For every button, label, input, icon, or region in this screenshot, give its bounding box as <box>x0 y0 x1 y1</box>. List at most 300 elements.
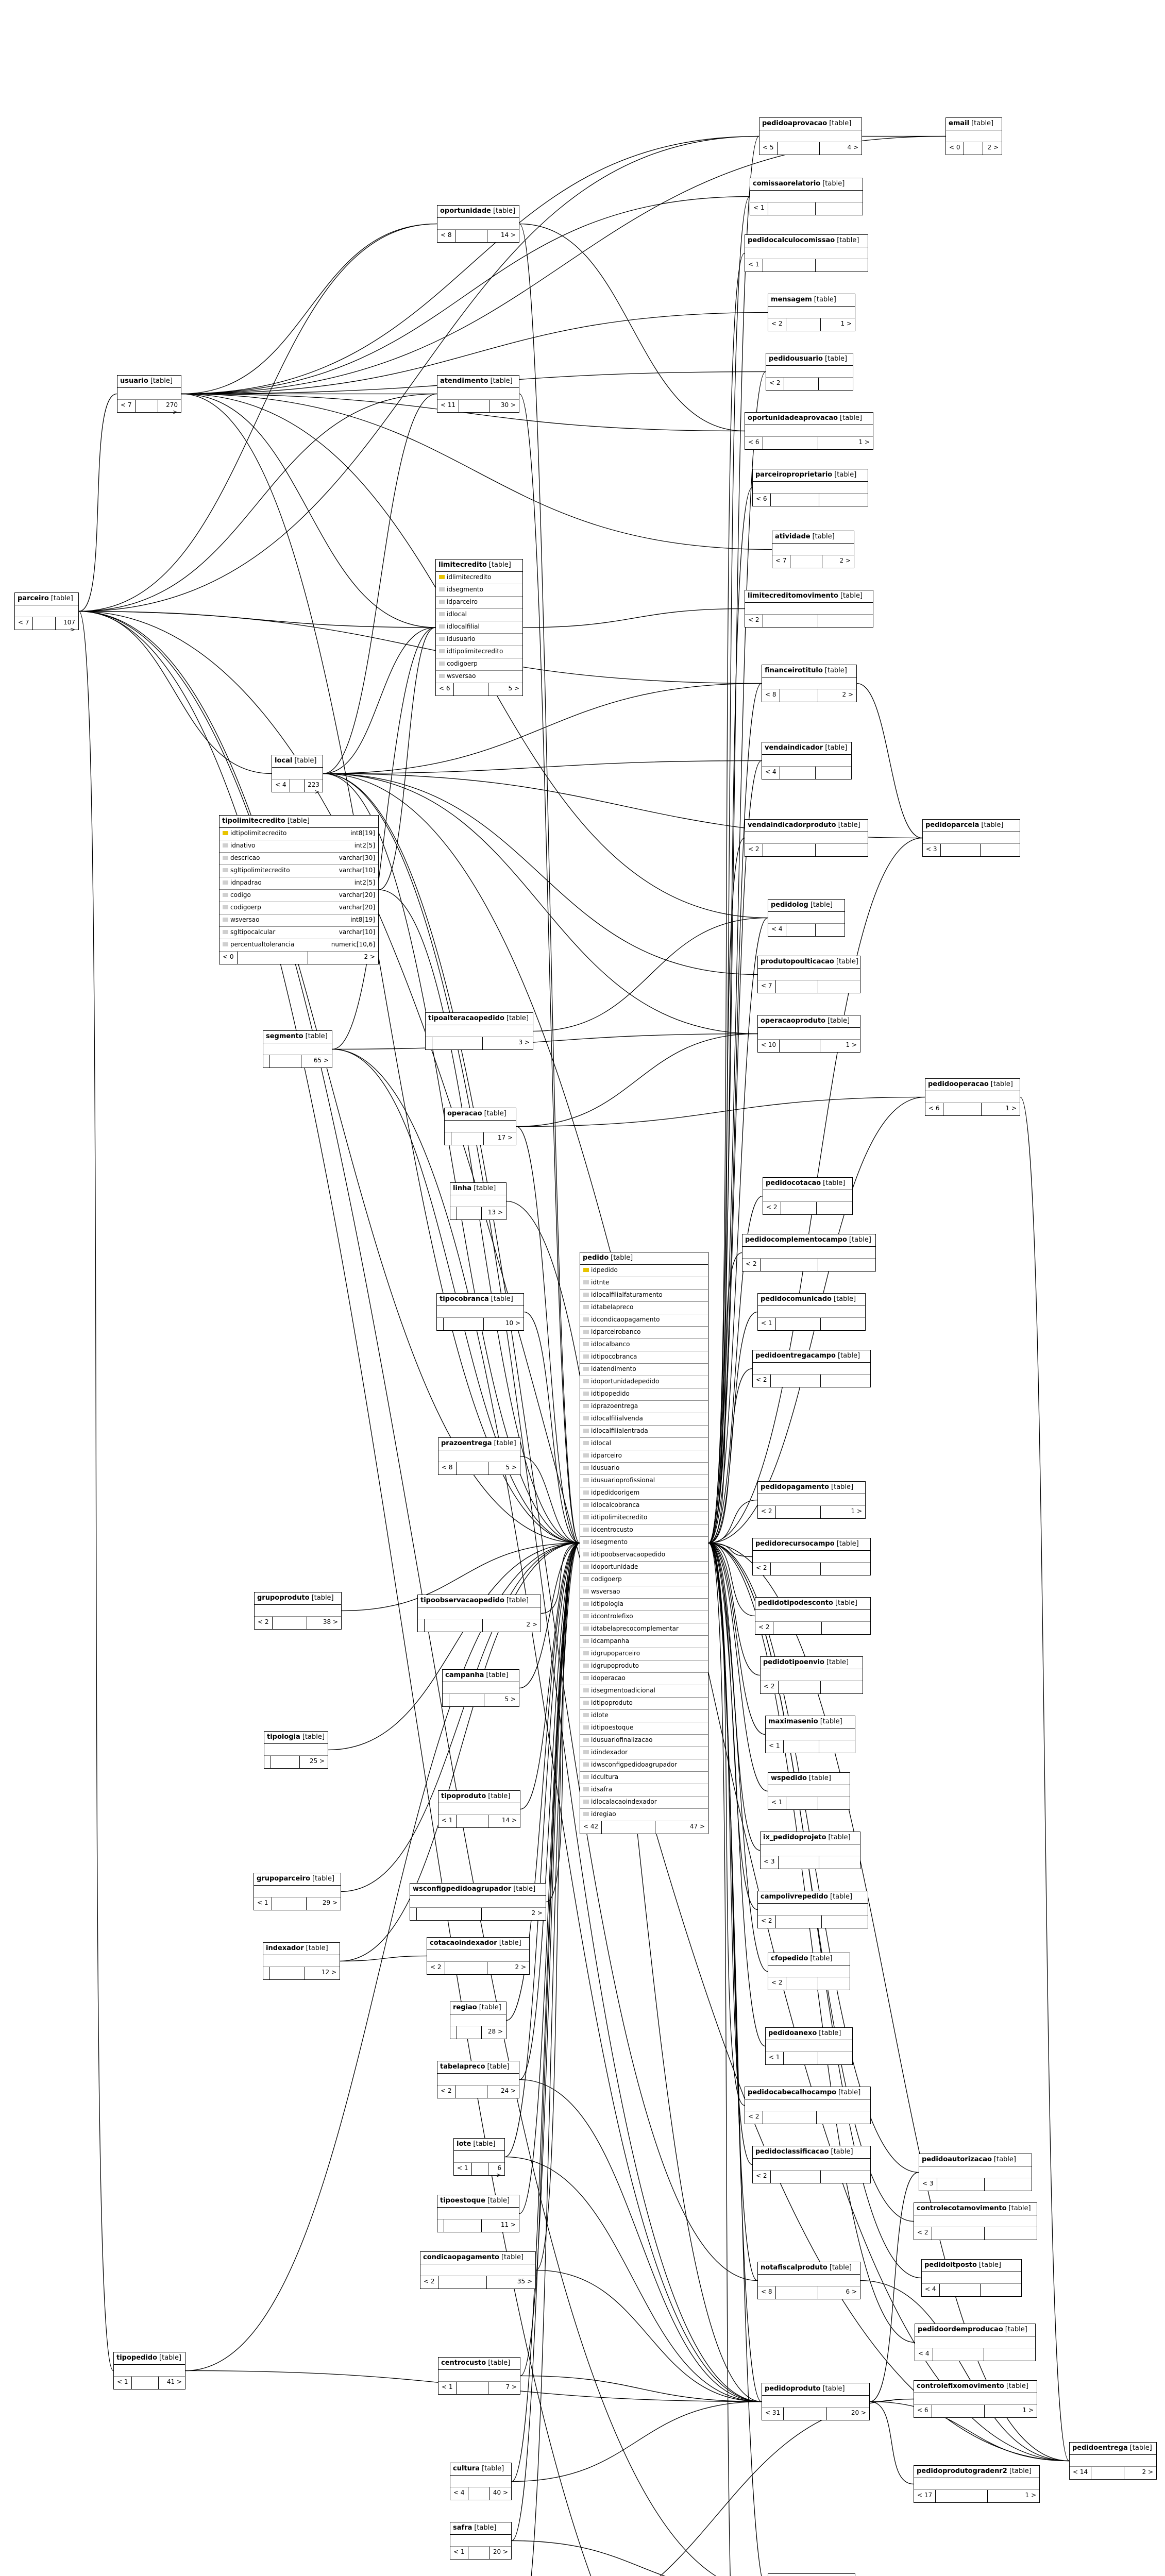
table-name: segmento <box>266 1032 303 1040</box>
child-count: 2 > <box>842 691 854 698</box>
table-tipocobranca[interactable] <box>436 1293 524 1331</box>
table-tipopedido[interactable] <box>113 2352 185 2389</box>
column-name: idtipoestoque <box>591 1724 634 1731</box>
parent-count: < 1 <box>766 1740 784 1753</box>
table-name: usuario <box>120 377 148 385</box>
table-empty-row <box>753 482 868 494</box>
footer-cell <box>33 617 56 630</box>
table-header <box>923 820 1020 832</box>
table-controlecotamovimento[interactable] <box>914 2202 1037 2240</box>
parent-count <box>426 1037 432 1049</box>
relationship-edge <box>523 609 745 628</box>
child-count: 6 > <box>846 2288 857 2295</box>
table-header <box>438 1438 520 1450</box>
table-tipoestoque[interactable] <box>437 2195 519 2232</box>
foreign-key-icon <box>583 1379 589 1383</box>
table-atividade[interactable] <box>772 531 854 568</box>
relationship-edge <box>79 612 113 2371</box>
table-oportunidadeaprovacao[interactable] <box>745 412 873 450</box>
child-count: 1 > <box>846 1041 857 1048</box>
table-header <box>445 1108 516 1121</box>
primary-key-icon <box>583 1268 589 1272</box>
table-kind-label: [table] <box>831 1483 854 1491</box>
table-name: pedidoanexo <box>768 2029 817 2037</box>
column-name: idtipopedido <box>591 1390 630 1397</box>
table-pedidolog[interactable] <box>768 899 845 937</box>
table-footer <box>438 1462 520 1475</box>
table-name: oportunidade <box>440 207 491 215</box>
child-count: 13 > <box>487 1209 503 1216</box>
table-name: tipoobservacaopedido <box>420 1597 504 1604</box>
table-name: tipolimitecredito <box>222 817 285 825</box>
relationship-edge <box>708 918 768 1544</box>
table-email[interactable] <box>945 117 1002 155</box>
table-regiao[interactable] <box>450 2002 506 2039</box>
table-pedidooperacao[interactable] <box>925 1078 1020 1116</box>
foreign-key-icon <box>583 1651 589 1655</box>
table-header <box>437 1294 524 1306</box>
table-centrocusto[interactable] <box>438 2357 520 2395</box>
table-header <box>438 1791 520 1803</box>
column-name: idoportunidadepedido <box>591 1378 660 1385</box>
footer-cell <box>763 437 818 449</box>
table-pedidoproduto[interactable] <box>762 2383 870 2420</box>
column-name: idnpadrao <box>230 879 262 886</box>
footer-cell <box>472 2163 488 2175</box>
parent-count <box>450 1207 457 1219</box>
foreign-key-icon <box>439 649 445 653</box>
table-pedidousuario[interactable] <box>766 353 853 391</box>
child-count: 1 > <box>1025 2492 1037 2499</box>
column-row <box>580 1339 708 1351</box>
parent-count: < 10 <box>758 1040 780 1052</box>
table-kind-label: [table] <box>826 1658 849 1666</box>
column-name: idoportunidade <box>591 1563 638 1570</box>
child-count <box>816 259 868 272</box>
footer-cell <box>417 1908 482 1920</box>
table-header <box>768 1953 850 1965</box>
table-empty-row <box>925 1091 1020 1103</box>
parent-count: < 1 <box>114 2377 132 2389</box>
table-kind-label: [table] <box>825 744 848 752</box>
table-comissaorelatorio[interactable] <box>750 178 863 215</box>
parent-count: < 4 <box>768 924 786 936</box>
column-name: idgrupoproduto <box>591 1662 639 1669</box>
column-name: codigo <box>230 891 251 899</box>
table-pedidoordemproducao[interactable] <box>915 2324 1036 2361</box>
foreign-key-icon <box>583 1280 589 1284</box>
table-empty-row <box>117 388 181 400</box>
column-row <box>580 1710 708 1722</box>
parent-count: < 2 <box>745 2111 763 2124</box>
table-pedidoentrega[interactable] <box>1069 2442 1157 2480</box>
relationship-edge <box>708 761 762 1544</box>
table-condicaopagamento[interactable] <box>420 2251 536 2289</box>
column-name: idoperacao <box>591 1674 626 1682</box>
table-local[interactable] <box>272 755 323 795</box>
column-name: wsversao <box>447 672 476 680</box>
table-footer <box>450 1207 506 1219</box>
child-count: 1 > <box>1005 1105 1017 1112</box>
child-count: 1 > <box>1022 2406 1034 2414</box>
table-tipoalteracaopedido[interactable] <box>425 1012 533 1050</box>
table-name: grupoproduto <box>257 1594 310 1602</box>
parent-count: < 2 <box>427 1962 445 1974</box>
column-type: numeric[10,6] <box>331 941 375 948</box>
child-count: 41 > <box>166 2378 182 2385</box>
column-type: varchar[10] <box>339 867 375 874</box>
column-row <box>580 1426 708 1438</box>
table-name: safra <box>453 2524 472 2532</box>
table-name: pedidotipodesconto <box>758 1599 833 1607</box>
child-count: 40 > <box>493 2489 509 2496</box>
child-count: 2 > <box>515 1963 527 1971</box>
column-name: idsegmento <box>447 586 483 593</box>
child-count <box>817 2111 870 2124</box>
table-pedidopagamento[interactable] <box>757 1481 866 1519</box>
table-header <box>745 413 873 425</box>
table-limitecredito[interactable] <box>435 559 523 696</box>
table-lote[interactable] <box>453 2138 505 2179</box>
table-kind-label: [table] <box>506 1014 529 1022</box>
table-cotacaoindexador[interactable] <box>427 1937 530 1975</box>
table-tipoproduto[interactable] <box>438 1790 520 1828</box>
foreign-key-icon <box>583 1577 589 1581</box>
column-name: idatendimento <box>591 1365 636 1372</box>
table-name: pedidooperacao <box>928 1080 989 1088</box>
footer-cell <box>780 767 816 779</box>
table-name: tipoproduto <box>441 1792 486 1800</box>
column-type: int2[5] <box>354 842 375 849</box>
table-kind-label: [table] <box>50 595 73 602</box>
child-count: 1 > <box>851 1507 863 1515</box>
table-kind-label: [table] <box>305 1032 328 1040</box>
table-header <box>450 2463 511 2476</box>
column-name: idtabelaprecocomplementar <box>591 1625 679 1632</box>
table-parceiroproprietario[interactable] <box>752 469 868 506</box>
table-header <box>437 376 519 388</box>
column-row <box>220 902 378 914</box>
table-header <box>427 1938 529 1950</box>
table-controlefixomovimento[interactable] <box>914 2380 1037 2418</box>
table-oportunidade[interactable] <box>437 205 519 243</box>
table-wsgpedido[interactable] <box>768 2573 855 2576</box>
table-footer <box>772 555 854 568</box>
table-name: limitecreditomovimento <box>748 592 838 600</box>
child-count: 20 > <box>493 2548 509 2555</box>
table-header <box>768 294 855 307</box>
parent-count: < 11 <box>437 400 459 412</box>
table-kind-label: [table] <box>824 667 847 674</box>
foreign-key-icon <box>583 1750 589 1754</box>
foreign-key-icon <box>583 1478 589 1482</box>
table-vendaindicador[interactable] <box>762 742 852 779</box>
child-count: 5 > <box>504 1696 516 1703</box>
relationship-edge <box>323 394 437 774</box>
table-safra[interactable] <box>450 2522 512 2560</box>
table-pedidoautorizacao[interactable] <box>919 2154 1032 2191</box>
relationship-edge <box>520 2399 914 2576</box>
column-name: codigoerp <box>447 660 478 667</box>
table-header <box>914 2203 1037 2215</box>
table-wsconfigpedidoagrupador[interactable] <box>410 1883 546 1921</box>
relationship-edge <box>79 224 437 612</box>
foreign-key-icon <box>583 1528 589 1532</box>
column-name: idparceiro <box>447 598 478 605</box>
child-count: 2 > <box>364 953 376 960</box>
table-footer <box>742 1259 875 1271</box>
footer-cell <box>763 844 816 856</box>
table-tipoobservacaopedido[interactable] <box>417 1595 541 1632</box>
column-name: idindexador <box>591 1749 628 1756</box>
table-header <box>762 742 851 755</box>
relationship-edge <box>860 2281 1069 2461</box>
foreign-key-icon <box>583 1416 589 1420</box>
table-footer <box>914 2490 1039 2502</box>
column-row <box>220 828 378 840</box>
table-kind-label: [table] <box>1008 2205 1031 2212</box>
table-grupoproduto[interactable] <box>254 1592 342 1630</box>
table-vendaindicadorproduto[interactable] <box>745 819 868 857</box>
parent-count: < 2 <box>768 318 786 331</box>
table-kind-label: [table] <box>834 471 857 479</box>
table-cfopedido[interactable] <box>768 1953 850 1990</box>
table-operacaoproduto[interactable] <box>757 1015 860 1053</box>
table-pedidoentregacampo[interactable] <box>752 1350 871 1387</box>
child-count <box>985 2227 1037 2240</box>
table-pedidocabecalhocampo[interactable] <box>745 2087 871 2124</box>
child-count <box>985 2178 1032 2191</box>
table-kind-label: [table] <box>499 1939 521 1947</box>
table-header <box>745 235 868 247</box>
table-empty-row <box>762 677 856 689</box>
table-pedidoprojeto[interactable] <box>760 1832 860 1869</box>
table-name: pedidousuario <box>769 355 823 363</box>
table-kind-label: [table] <box>810 1955 833 1962</box>
table-usuario[interactable] <box>117 375 181 416</box>
table-empty-row <box>443 1682 519 1694</box>
parent-count: < 2 <box>758 1506 776 1518</box>
column-name: idparceirobanco <box>591 1328 641 1335</box>
table-footer <box>758 1318 865 1330</box>
table-footer <box>745 844 868 856</box>
column-name: idgrupoparceiro <box>591 1650 640 1657</box>
table-empty-row <box>758 969 860 980</box>
table-mastesaonio[interactable] <box>765 1716 855 1753</box>
table-footer <box>437 400 519 412</box>
footer-cell <box>779 1681 821 1693</box>
parent-count: < 3 <box>919 2178 937 2191</box>
table-empty-row <box>768 1785 850 1797</box>
table-mensagem[interactable] <box>768 294 855 331</box>
table-cultura[interactable] <box>450 2463 512 2500</box>
child-count <box>816 924 845 936</box>
table-pedidoparcela[interactable] <box>922 819 1020 857</box>
table-pedidocalculocomissao[interactable] <box>745 234 868 272</box>
child-count <box>819 378 853 390</box>
column-type: varchar[30] <box>339 854 375 861</box>
child-count: 2 > <box>987 144 999 151</box>
table-header <box>426 1013 533 1025</box>
footer-cell <box>457 2026 482 2039</box>
table-name: campolivrepedido <box>761 1893 828 1901</box>
column-name: idlocalbanco <box>591 1341 630 1348</box>
table-pedidoitposto[interactable] <box>921 2259 1022 2297</box>
parent-count: < 2 <box>753 1375 771 1387</box>
column-name: idcultura <box>591 1773 619 1781</box>
footer-cell <box>776 1318 821 1330</box>
column-row <box>580 1698 708 1710</box>
table-kind-label: [table] <box>287 817 310 825</box>
table-linha[interactable] <box>450 1182 506 1220</box>
column-name: wsversao <box>591 1588 620 1595</box>
table-pedidorecursocampo[interactable] <box>752 1538 871 1575</box>
table-footer <box>946 142 1002 155</box>
table-notafiscalproduto[interactable] <box>757 2262 860 2299</box>
table-kind-label: [table] <box>829 2264 852 2272</box>
column-row <box>436 671 522 683</box>
table-footer <box>762 689 856 702</box>
child-count: 28 > <box>487 2028 503 2035</box>
relationship-edge <box>181 137 759 394</box>
table-header <box>753 1350 870 1363</box>
table-tipolimitecredito[interactable] <box>219 815 379 964</box>
table-limitecreditomovimento[interactable] <box>745 590 873 628</box>
table-empty-row <box>753 1551 870 1563</box>
parent-count <box>437 2219 444 2232</box>
table-empty-row <box>745 603 873 615</box>
child-count <box>816 202 863 215</box>
footer-cell <box>444 2219 482 2232</box>
table-header <box>272 755 323 768</box>
table-tipologia[interactable] <box>264 1731 328 1769</box>
footer-cell <box>964 142 983 155</box>
table-footer <box>450 2026 506 2039</box>
table-header <box>745 2087 870 2099</box>
parent-count: < 0 <box>946 142 964 155</box>
parent-count: < 7 <box>772 555 790 568</box>
table-kind-label: [table] <box>831 2148 853 2156</box>
column-row <box>580 1277 708 1290</box>
table-produtopoulticacao[interactable] <box>757 956 860 993</box>
column-type: int8[19] <box>350 829 375 837</box>
foreign-key-icon <box>223 880 228 885</box>
table-empty-row <box>255 1605 341 1617</box>
child-count <box>821 2171 870 2183</box>
table-kind-label: [table] <box>474 2524 497 2532</box>
column-name: idwsconfigpedidoagrupador <box>591 1761 678 1768</box>
table-footer <box>450 2487 511 2500</box>
foreign-key-icon <box>223 843 228 848</box>
column-name: idparceiro <box>591 1452 622 1459</box>
column-row <box>580 1599 708 1611</box>
column-row <box>436 609 522 621</box>
table-empty-row <box>762 755 851 767</box>
foreign-key-icon <box>583 1676 589 1680</box>
column-row <box>580 1475 708 1487</box>
table-prazoentrega[interactable] <box>438 1437 520 1475</box>
table-empty-row <box>445 1121 516 1132</box>
column-row <box>580 1660 708 1673</box>
table-pedidoprodutogradenr2[interactable] <box>914 2465 1040 2503</box>
table-atendimento[interactable] <box>437 375 519 413</box>
footer-cell <box>790 555 822 568</box>
table-pedidotipodesconto[interactable] <box>755 1597 871 1635</box>
table-pedido[interactable] <box>580 1252 708 1834</box>
column-row <box>436 646 522 658</box>
column-row <box>580 1388 708 1401</box>
table-pedidocomunicado[interactable] <box>757 1293 866 1331</box>
child-count: 24 > <box>500 2087 516 2094</box>
footer-cell <box>786 1797 818 1809</box>
table-tabelapreco[interactable] <box>437 2061 519 2098</box>
table-header <box>264 1732 328 1744</box>
table-name: indexador <box>266 1944 304 1952</box>
table-wspedido[interactable] <box>768 1772 850 1810</box>
table-pedidoclassificacao[interactable] <box>752 2146 871 2183</box>
relationship-edge <box>708 1500 757 1544</box>
table-pedidocomplementocampo[interactable] <box>742 1234 876 1272</box>
parent-count <box>263 1055 270 1067</box>
table-name: pedidoparcela <box>925 821 980 829</box>
table-grupoparceiro[interactable] <box>254 1873 341 1910</box>
parent-count: < 2 <box>768 1977 786 1990</box>
table-indexador[interactable] <box>263 1942 340 1980</box>
parent-count: < 6 <box>914 2405 932 2417</box>
table-campanha[interactable] <box>442 1669 519 1707</box>
table-pedidocotacao[interactable] <box>763 1177 853 1215</box>
child-count: 107 > <box>63 619 76 633</box>
column-row <box>580 1586 708 1599</box>
column-row <box>580 1673 708 1685</box>
table-name: campanha <box>445 1671 484 1679</box>
relationship-edge <box>79 612 272 774</box>
table-pedidoaprovacao[interactable] <box>759 117 862 155</box>
column-row <box>580 1290 708 1302</box>
column-row <box>220 840 378 853</box>
column-row <box>580 1648 708 1660</box>
table-header <box>758 1891 868 1904</box>
table-name: pedidocomplementocampo <box>745 1236 847 1244</box>
column-name: idusuariofinalizacao <box>591 1736 653 1743</box>
parent-count: < 1 <box>254 1897 272 1910</box>
table-campolivrepedido[interactable] <box>757 1891 868 1928</box>
table-footer <box>263 1967 340 1979</box>
table-financeirotitulo[interactable] <box>762 665 857 702</box>
column-row <box>220 865 378 877</box>
parent-count: < 8 <box>437 230 455 242</box>
table-name: pedidoproduto <box>765 2385 821 2393</box>
table-pedidoanexo[interactable] <box>765 2027 853 2065</box>
table-footer <box>915 2348 1035 2361</box>
table-footer <box>762 2408 869 2420</box>
table-footer <box>426 1037 533 1049</box>
table-segmento[interactable] <box>263 1030 332 1068</box>
column-name: idlocal <box>591 1439 611 1447</box>
table-header <box>762 665 856 677</box>
table-parceiro[interactable] <box>14 592 79 633</box>
table-name: cfopedido <box>771 1955 808 1962</box>
relationship-edge <box>708 1543 768 2576</box>
table-pedidotipoenvio[interactable] <box>760 1656 863 1694</box>
relationship-edge <box>323 761 762 774</box>
parent-count: < 4 <box>922 2284 940 2296</box>
table-operacao[interactable] <box>444 1108 516 1145</box>
table-header <box>772 531 854 544</box>
table-empty-row <box>437 2208 519 2219</box>
parent-count: < 5 <box>759 142 778 155</box>
column-type: int2[5] <box>354 879 375 886</box>
